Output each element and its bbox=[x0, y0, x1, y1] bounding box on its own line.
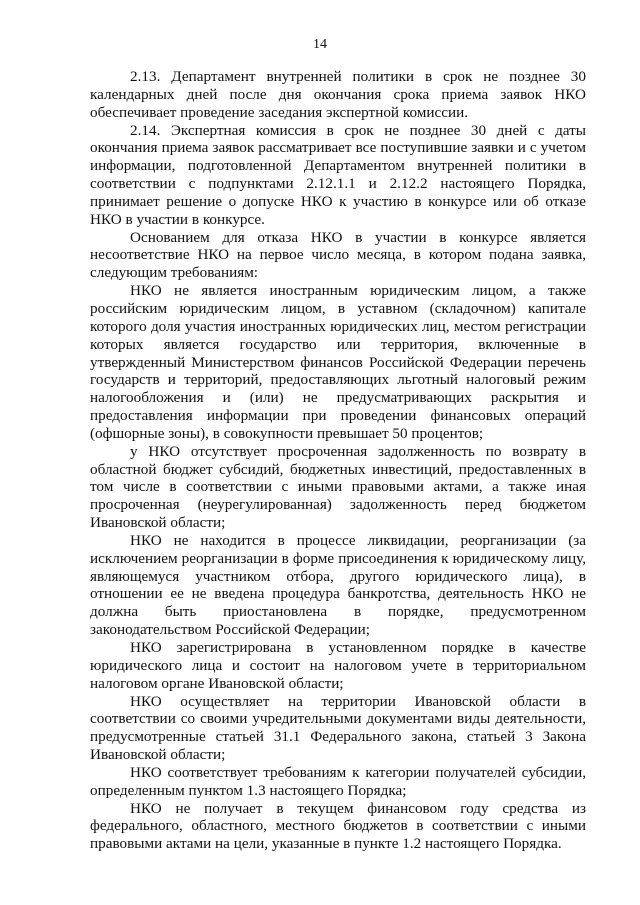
requirement-registered: НКО зарегистрирована в установленном порядке в качестве юридического лица и состоит на налоговом учете в территориальном налоговом органе Ивановской области; bbox=[90, 639, 586, 692]
requirement-not-foreign-entity: НКО не является иностранным юридическим лицом, а также российским юридическим лицом, в уставном (складочном) капитале которого доля участия иностранных юридических лиц, местом регистрации которых является государство или территория, включенные в утвержденный Министерством финансов Российской Федерации перечень государств и территорий, предоставляющих льготный налоговый режим налогообложения и (или) не предусматривающих раскрытия и предоставления информации при проведении финансовых операций (офшорные зоны), в совокупности превышает 50 процентов; bbox=[90, 282, 586, 442]
page-number: 14 bbox=[313, 37, 327, 52]
paragraph-refusal-grounds: Основанием для отказа НКО в участии в конкурсе является несоответствие НКО на первое число месяца, в котором подана заявка, следующим требованиям: bbox=[90, 228, 586, 282]
requirement-recipient-category: НКО соответствует требованиям к категории получателей субсидии, определенным пунктом 1.3 настоящего Порядка; bbox=[90, 763, 586, 799]
paragraph-2-14: 2.14. Экспертная комиссия в срок не позднее 30 дней с даты окончания приема заявок рассматривает все поступившие заявки и с учетом информации, подготовленной Департаментом внутренней политики в соответствии с подпунктами 2.12.1.1 и 2.12.2 настоящего Порядка, принимает решение о допуске НКО к участию в конкурсе или об отказе НКО в участии в конкурсе. bbox=[90, 121, 586, 228]
requirement-activities: НКО осуществляет на территории Ивановской области в соответствии со своими учредительными документами виды деятельности, предусмотренные статьей 31.1 Федерального закона, статьей 3 Закона Ивановской области; bbox=[90, 692, 586, 764]
document-body bbox=[90, 68, 586, 853]
requirement-no-overdue-debt: у НКО отсутствует просроченная задолженность по возврату в областной бюджет субсидий, бюджетных инвестиций, предоставленных в том числе в соответствии с иными правовыми актами, а также иная просроченная (неурегулированная) задолженность перед бюджетом Ивановской области; bbox=[90, 442, 586, 532]
requirement-no-other-funding: НКО не получает в текущем финансовом году средства из федерального, областного, местного бюджетов в соответствии с иными правовыми актами на цели, указанные в пункте 1.2 настоящего Порядка. bbox=[90, 799, 586, 853]
paragraph-2-13: 2.13. Департамент внутренней политики в срок не позднее 30 календарных дней после дня окончания срока приема заявок НКО обеспечивает проведение заседания экспертной комиссии. bbox=[90, 68, 586, 121]
requirement-not-liquidated: НКО не находится в процессе ликвидации, реорганизации (за исключением реорганизации в форме присоединения к юридическому лицу, являющемуся участником отбора, другого юридического лица), в отношении ее не введена процедура банкротства, деятельность НКО не должна быть приостановлена в порядке, предусмотренном законодательством Российской Федерации; bbox=[90, 531, 586, 639]
